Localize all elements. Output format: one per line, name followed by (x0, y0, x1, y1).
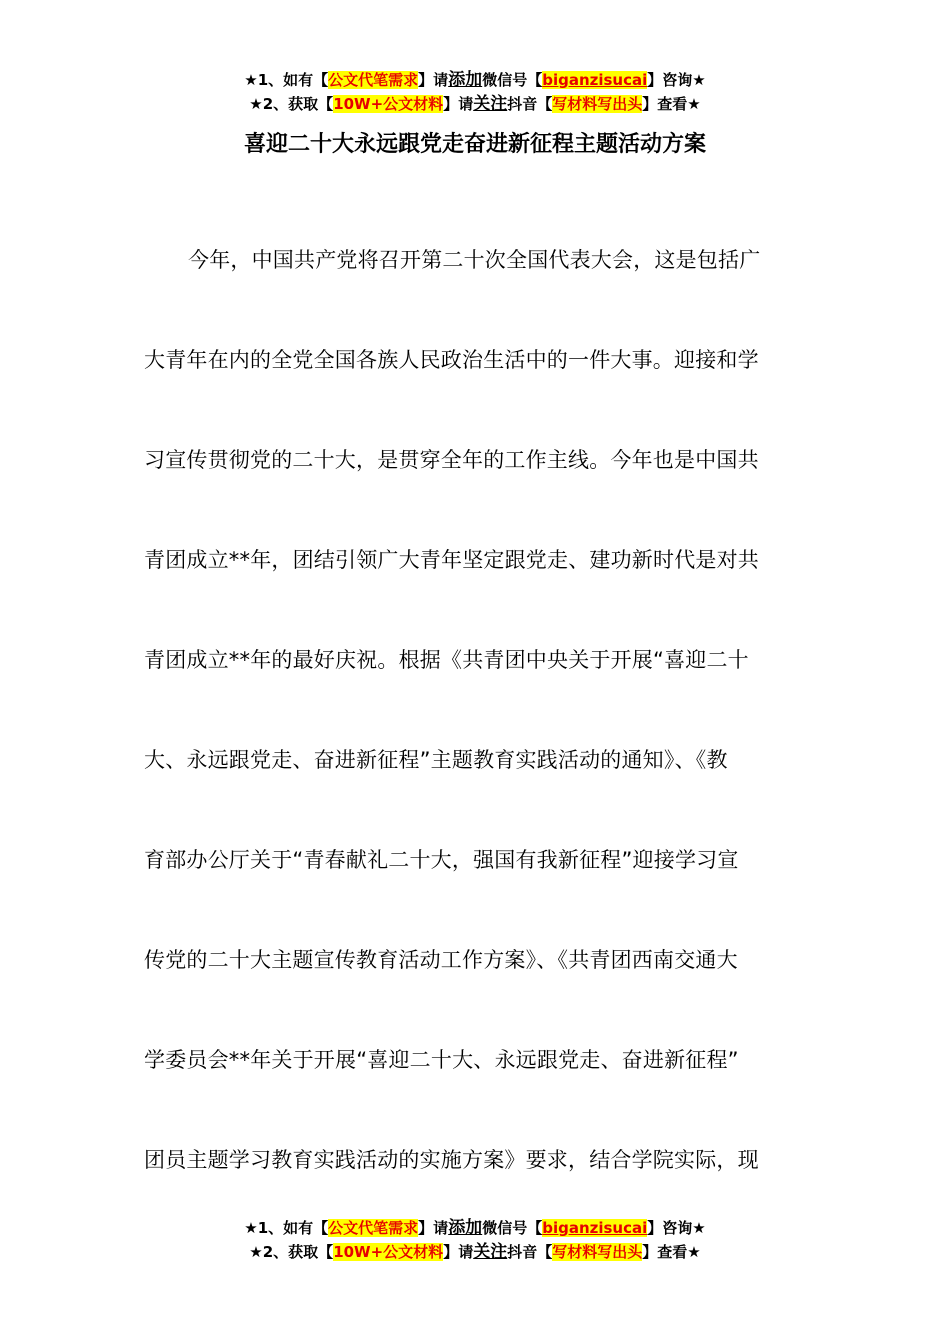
banner-text: 】请 (443, 95, 474, 113)
paragraph-line: 大、永远跟党走、奋进新征程”主题教育实践活动的通知》、《教 (144, 748, 728, 772)
banner-text: 微信号【 (482, 1219, 543, 1237)
banner-text: 】咨询★ (647, 1219, 706, 1237)
banner-text: ★2、获取【 (249, 95, 334, 113)
paragraph-line: 大青年在内的全党全国各族人民政治生活中的一件大事。迎接和学 (144, 348, 759, 372)
paragraph-line: 团员主题学习教育实践活动的实施方案》要求，结合学院实际，现 (144, 1148, 759, 1172)
banner-highlight: 公文代笔需求 (328, 1219, 419, 1237)
banner-text: ★1、如有【 (244, 71, 329, 89)
banner-line-1 (0, 68, 950, 92)
banner-text: 抖音【 (507, 1243, 553, 1261)
banner-emphasis: 添加 (448, 1218, 483, 1238)
banner-highlight: 公文代笔需求 (328, 71, 419, 89)
wechat-id-link[interactable]: biganzisucai (542, 1219, 648, 1237)
footer-banner (0, 1216, 950, 1264)
banner-text: 】查看★ (642, 95, 701, 113)
wechat-id-link[interactable]: biganzisucai (542, 71, 648, 89)
banner-text: 抖音【 (507, 95, 553, 113)
banner-text: 】咨询★ (647, 71, 706, 89)
banner-highlight: 写材料写出头 (552, 1243, 643, 1261)
banner-emphasis: 关注 (473, 1242, 508, 1262)
paragraph-line: 学委员会**年关于开展“喜迎二十大、永远跟党走、奋进新征程” (144, 1048, 739, 1072)
paragraph-line: 青团成立**年，团结引领广大青年坚定跟党走、建功新时代是对共 (144, 548, 759, 572)
paragraph-line: 育部办公厅关于“青春献礼二十大，强国有我新征程”迎接学习宣 (144, 848, 739, 872)
banner-line-2 (0, 92, 950, 116)
banner-line-1 (0, 1216, 950, 1240)
banner-text: 】请 (418, 1219, 449, 1237)
banner-text: 】请 (443, 1243, 474, 1261)
paragraph-line: 传党的二十大主题宣传教育活动工作方案》、《共青团西南交通大 (144, 948, 738, 972)
paragraph-line: 青团成立**年的最好庆祝。根据《共青团中央关于开展“喜迎二十 (144, 648, 749, 672)
banner-highlight: 10W+公文材料 (333, 95, 444, 113)
banner-text: 微信号【 (482, 71, 543, 89)
banner-text: ★2、获取【 (249, 1243, 334, 1261)
banner-text: 】查看★ (642, 1243, 701, 1261)
banner-highlight: 10W+公文材料 (333, 1243, 444, 1261)
banner-emphasis: 关注 (473, 94, 508, 114)
paragraph-line: 习宣传贯彻党的二十大，是贯穿全年的工作主线。今年也是中国共 (144, 448, 759, 472)
banner-emphasis: 添加 (448, 70, 483, 90)
banner-highlight: 写材料写出头 (552, 95, 643, 113)
banner-text: ★1、如有【 (244, 1219, 329, 1237)
header-banner (0, 68, 950, 116)
banner-line-2 (0, 1240, 950, 1264)
document-title: 喜迎二十大永远跟党走奋进新征程主题活动方案 (243, 132, 706, 157)
document-body (144, 210, 804, 1210)
paragraph-line: 今年，中国共产党将召开第二十次全国代表大会，这是包括广 (188, 248, 761, 272)
banner-text: 】请 (418, 71, 449, 89)
